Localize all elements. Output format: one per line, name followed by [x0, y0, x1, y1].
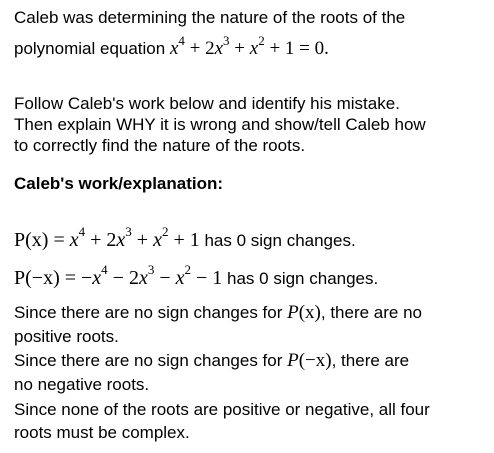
eq-exp-3: 3	[223, 32, 230, 48]
p-of-neg-x-x2: x	[138, 267, 148, 289]
p-of-neg-x-exp-3: 3	[147, 262, 155, 278]
p-of-x-x3: x	[153, 229, 162, 251]
eq-plus-2: + 2	[184, 38, 215, 59]
p-of-neg-x-x3: x	[175, 267, 185, 289]
p-of-x-exp-3: 3	[125, 224, 132, 240]
intro-line-2	[14, 32, 329, 59]
instructions-line-3: to correctly find the nature of the roots.	[14, 136, 306, 155]
p-of-neg-x-minus-2: − 2	[107, 267, 139, 289]
p-of-neg-x-x1: x	[92, 267, 102, 289]
conclusion-line-1: Since none of the roots are positive or negative, all four	[14, 400, 430, 419]
p-of-x-x1: x	[69, 229, 79, 251]
negative-roots-arg: (−x)	[298, 350, 332, 371]
p-of-neg-x-exp-2: 2	[184, 262, 192, 278]
p-of-x-lhs: P(x) =	[14, 229, 70, 251]
p-of-x-exp-2: 2	[161, 224, 169, 240]
intro-line-1: Caleb was determining the nature of the roots of the	[14, 8, 406, 27]
p-of-x-line	[14, 224, 356, 251]
work-heading: Caleb's work/explanation:	[14, 174, 224, 193]
positive-roots-line-1	[14, 303, 422, 323]
p-of-x-expression	[14, 224, 200, 251]
positive-roots-arg: (x)	[298, 302, 321, 323]
positive-roots-text-b: , there are no	[320, 303, 423, 322]
eq-plus: +	[229, 38, 250, 59]
negative-roots-p: P	[287, 350, 299, 371]
positive-roots-text-a: Since there are no sign changes for	[14, 303, 288, 322]
p-of-neg-x-expression	[14, 262, 223, 289]
intro-line-2-text: polynomial equation	[14, 39, 170, 58]
p-of-neg-x-minus: −	[154, 267, 176, 289]
p-of-x-plus: +	[131, 229, 154, 251]
negative-roots-line-1	[14, 351, 409, 371]
p-of-neg-x-tail: − 1	[191, 267, 223, 289]
p-of-x-plus-2: + 2	[85, 229, 117, 251]
p-of-neg-x-lhs: P(−x) = −	[14, 267, 93, 289]
eq-tail: + 1 = 0.	[264, 38, 329, 59]
p-of-x-x2: x	[116, 229, 126, 251]
p-of-x-note: has 0 sign changes.	[199, 231, 356, 250]
polynomial-equation	[169, 32, 329, 59]
positive-roots-line-2: positive roots.	[14, 327, 119, 346]
positive-roots-p: P	[287, 302, 299, 323]
eq-x-3: x	[249, 38, 259, 59]
p-of-x-tail: + 1	[168, 229, 200, 251]
instructions-line-2: Then explain WHY it is wrong and show/tell Caleb how	[14, 115, 426, 134]
p-of-x-exp-4: 4	[78, 224, 86, 240]
p-of-neg-x-note: has 0 sign changes.	[222, 269, 379, 288]
p-of-neg-x-exp-4: 4	[101, 262, 108, 278]
negative-roots-text-a: Since there are no sign changes for	[14, 351, 288, 370]
instructions-line-1: Follow Caleb's work below and identify his mistake.	[14, 94, 400, 113]
negative-roots-line-2: no negative roots.	[14, 375, 150, 394]
eq-exp-4: 4	[178, 32, 185, 48]
negative-roots-text-b: , there are	[331, 351, 410, 370]
eq-x-2: x	[214, 38, 224, 59]
p-of-neg-x-line	[14, 262, 379, 289]
eq-exp-2: 2	[258, 32, 265, 48]
eq-x: x	[169, 38, 179, 59]
conclusion-line-2: roots must be complex.	[14, 423, 190, 442]
